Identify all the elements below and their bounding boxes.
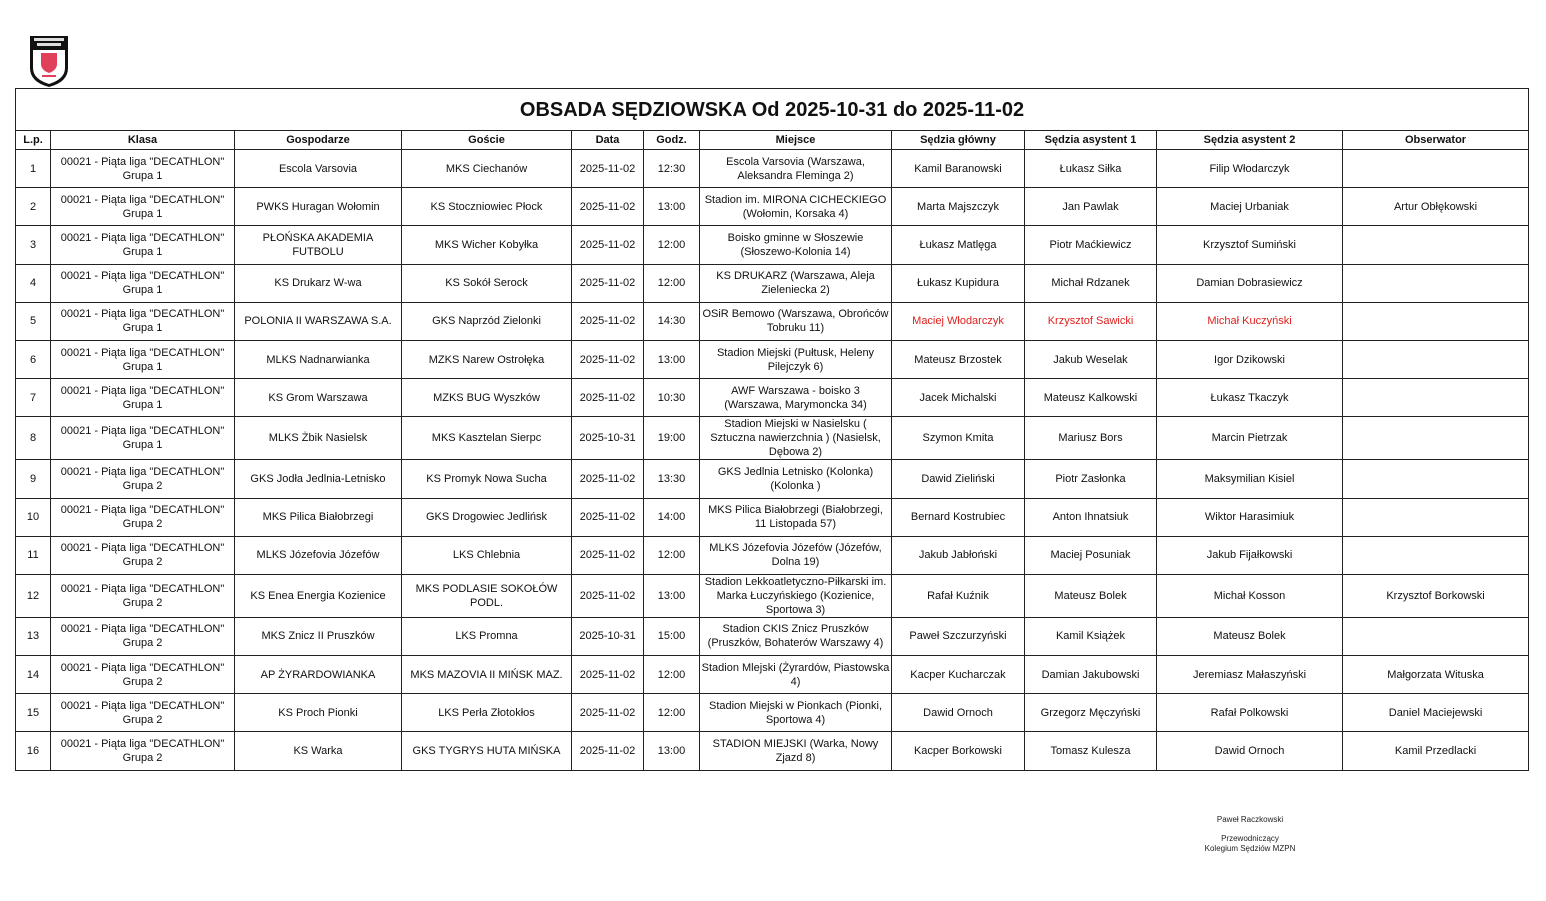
cell-goscie: MKS Kasztelan Sierpc xyxy=(402,417,572,460)
cell-sedzia-asystent-2: Damian Dobrasiewicz xyxy=(1157,264,1343,302)
cell-goscie: LKS Chlebnia xyxy=(402,536,572,574)
cell-data: 2025-11-02 xyxy=(572,150,644,188)
cell-godz: 12:00 xyxy=(644,264,700,302)
cell-godz: 19:00 xyxy=(644,417,700,460)
cell-miejsce: Stadion im. MIRONA CICHECKIEGO (Wołomin, Korsaka 4) xyxy=(700,188,892,226)
column-header-godz: Godz. xyxy=(644,131,700,150)
cell-sedzia-asystent-1: Piotr Zasłonka xyxy=(1025,460,1157,498)
cell-godz: 13:30 xyxy=(644,460,700,498)
table-row xyxy=(16,574,1529,617)
cell-goscie: MZKS Narew Ostrołęka xyxy=(402,340,572,378)
cell-sedzia-glowny: Dawid Ornoch xyxy=(892,694,1025,732)
cell-gospodarze: MKS Znicz II Pruszków xyxy=(235,617,402,655)
cell-sedzia-asystent-1: Jan Pawlak xyxy=(1025,188,1157,226)
cell-sedzia-glowny: Marta Majszczyk xyxy=(892,188,1025,226)
column-header-sedzia-glowny: Sędzia główny xyxy=(892,131,1025,150)
table-row xyxy=(16,498,1529,536)
table-row xyxy=(16,732,1529,770)
kolegium-sedziow-logo xyxy=(28,34,70,88)
cell-sedzia-asystent-2: Maksymilian Kisiel xyxy=(1157,460,1343,498)
cell-gospodarze: KS Grom Warszawa xyxy=(235,379,402,417)
cell-klasa: 00021 - Piąta liga "DECATHLON" Grupa 2 xyxy=(51,498,235,536)
cell-klasa: 00021 - Piąta liga "DECATHLON" Grupa 2 xyxy=(51,536,235,574)
cell-data: 2025-10-31 xyxy=(572,617,644,655)
cell-lp: 16 xyxy=(16,732,51,770)
cell-data: 2025-10-31 xyxy=(572,417,644,460)
cell-obserwator xyxy=(1343,498,1529,536)
signatory-organization: Kolegium Sędziów MZPN xyxy=(1204,844,1296,853)
cell-goscie: GKS Naprzód Zielonki xyxy=(402,302,572,340)
cell-sedzia-asystent-2: Mateusz Bolek xyxy=(1157,617,1343,655)
cell-sedzia-asystent-2: Filip Włodarczyk xyxy=(1157,150,1343,188)
cell-sedzia-glowny: Maciej Włodarczyk xyxy=(892,302,1025,340)
cell-sedzia-glowny: Łukasz Kupidura xyxy=(892,264,1025,302)
cell-obserwator: Krzysztof Borkowski xyxy=(1343,574,1529,617)
table-row xyxy=(16,694,1529,732)
cell-data: 2025-11-02 xyxy=(572,302,644,340)
cell-godz: 10:30 xyxy=(644,379,700,417)
table-row xyxy=(16,656,1529,694)
cell-miejsce: Stadion Miejski w Nasielsku ( Sztuczna nawierzchnia ) (Nasielsk, Dębowa 2) xyxy=(700,417,892,460)
cell-sedzia-asystent-2: Wiktor Harasimiuk xyxy=(1157,498,1343,536)
cell-obserwator xyxy=(1343,226,1529,264)
table-row xyxy=(16,417,1529,460)
cell-sedzia-glowny: Szymon Kmita xyxy=(892,417,1025,460)
cell-sedzia-asystent-1: Krzysztof Sawicki xyxy=(1025,302,1157,340)
column-header-sedzia-asystent-2: Sędzia asystent 2 xyxy=(1157,131,1343,150)
cell-goscie: GKS Drogowiec Jedlińsk xyxy=(402,498,572,536)
cell-sedzia-asystent-2: Marcin Pietrzak xyxy=(1157,417,1343,460)
cell-lp: 10 xyxy=(16,498,51,536)
column-header-sedzia-asystent-1: Sędzia asystent 1 xyxy=(1025,131,1157,150)
cell-sedzia-asystent-2: Michał Kuczyński xyxy=(1157,302,1343,340)
cell-klasa: 00021 - Piąta liga "DECATHLON" Grupa 2 xyxy=(51,694,235,732)
cell-lp: 11 xyxy=(16,536,51,574)
cell-miejsce: Stadion Mlejski (Żyrardów, Piastowska 4) xyxy=(700,656,892,694)
cell-gospodarze: AP ŻYRARDOWIANKA xyxy=(235,656,402,694)
cell-miejsce: AWF Warszawa - boisko 3 (Warszawa, Marymoncka 34) xyxy=(700,379,892,417)
cell-sedzia-glowny: Dawid Zieliński xyxy=(892,460,1025,498)
cell-lp: 9 xyxy=(16,460,51,498)
cell-miejsce: STADION MIEJSKI (Warka, Nowy Zjazd 8) xyxy=(700,732,892,770)
cell-miejsce: Stadion Lekkoatletyczno-Piłkarski im. Marka Łuczyńskiego (Kozienice, Sportowa 3) xyxy=(700,574,892,617)
table-row xyxy=(16,264,1529,302)
cell-goscie: KS Promyk Nowa Sucha xyxy=(402,460,572,498)
table-row xyxy=(16,302,1529,340)
cell-klasa: 00021 - Piąta liga "DECATHLON" Grupa 2 xyxy=(51,656,235,694)
cell-klasa: 00021 - Piąta liga "DECATHLON" Grupa 1 xyxy=(51,150,235,188)
cell-data: 2025-11-02 xyxy=(572,694,644,732)
cell-gospodarze: MKS Pilica Białobrzegi xyxy=(235,498,402,536)
cell-gospodarze: POLONIA II WARSZAWA S.A. xyxy=(235,302,402,340)
cell-sedzia-asystent-2: Krzysztof Sumiński xyxy=(1157,226,1343,264)
cell-gospodarze: Escola Varsovia xyxy=(235,150,402,188)
cell-lp: 7 xyxy=(16,379,51,417)
cell-klasa: 00021 - Piąta liga "DECATHLON" Grupa 1 xyxy=(51,340,235,378)
cell-goscie: GKS TYGRYS HUTA MIŃSKA xyxy=(402,732,572,770)
column-header-klasa: Klasa xyxy=(51,131,235,150)
cell-lp: 12 xyxy=(16,574,51,617)
cell-gospodarze: PWKS Huragan Wołomin xyxy=(235,188,402,226)
cell-lp: 14 xyxy=(16,656,51,694)
column-header-goscie: Goście xyxy=(402,131,572,150)
cell-data: 2025-11-02 xyxy=(572,188,644,226)
cell-obserwator xyxy=(1343,340,1529,378)
cell-sedzia-asystent-1: Kamil Książek xyxy=(1025,617,1157,655)
cell-gospodarze: KS Drukarz W-wa xyxy=(235,264,402,302)
cell-godz: 12:00 xyxy=(644,536,700,574)
cell-lp: 3 xyxy=(16,226,51,264)
cell-obserwator xyxy=(1343,150,1529,188)
cell-lp: 6 xyxy=(16,340,51,378)
cell-sedzia-glowny: Bernard Kostrubiec xyxy=(892,498,1025,536)
cell-obserwator xyxy=(1343,264,1529,302)
cell-sedzia-asystent-1: Tomasz Kulesza xyxy=(1025,732,1157,770)
table-row xyxy=(16,536,1529,574)
cell-obserwator: Daniel Maciejewski xyxy=(1343,694,1529,732)
cell-obserwator xyxy=(1343,536,1529,574)
cell-sedzia-asystent-1: Grzegorz Męczyński xyxy=(1025,694,1157,732)
cell-gospodarze: KS Proch Pionki xyxy=(235,694,402,732)
cell-godz: 12:00 xyxy=(644,694,700,732)
cell-miejsce: Stadion CKIS Znicz Pruszków (Pruszków, Bohaterów Warszawy 4) xyxy=(700,617,892,655)
cell-obserwator xyxy=(1343,460,1529,498)
cell-sedzia-asystent-1: Mateusz Bolek xyxy=(1025,574,1157,617)
cell-godz: 14:00 xyxy=(644,498,700,536)
cell-miejsce: KS DRUKARZ (Warszawa, Aleja Zieleniecka 2) xyxy=(700,264,892,302)
cell-klasa: 00021 - Piąta liga "DECATHLON" Grupa 1 xyxy=(51,302,235,340)
cell-sedzia-glowny: Jakub Jabłoński xyxy=(892,536,1025,574)
cell-sedzia-glowny: Kacper Borkowski xyxy=(892,732,1025,770)
cell-data: 2025-11-02 xyxy=(572,264,644,302)
cell-godz: 12:00 xyxy=(644,656,700,694)
cell-sedzia-glowny: Kamil Baranowski xyxy=(892,150,1025,188)
cell-data: 2025-11-02 xyxy=(572,498,644,536)
cell-klasa: 00021 - Piąta liga "DECATHLON" Grupa 2 xyxy=(51,574,235,617)
cell-miejsce: Escola Varsovia (Warszawa, Aleksandra Fleminga 2) xyxy=(700,150,892,188)
cell-goscie: MKS Wicher Kobyłka xyxy=(402,226,572,264)
cell-gospodarze: KS Warka xyxy=(235,732,402,770)
table-row xyxy=(16,188,1529,226)
signatory-name: Paweł Raczkowski xyxy=(1216,815,1284,824)
cell-sedzia-asystent-1: Piotr Maćkiewicz xyxy=(1025,226,1157,264)
column-header-gospodarze: Gospodarze xyxy=(235,131,402,150)
cell-obserwator: Artur Obłękowski xyxy=(1343,188,1529,226)
cell-gospodarze: KS Enea Energia Kozienice xyxy=(235,574,402,617)
cell-goscie: LKS Perła Złotokłos xyxy=(402,694,572,732)
cell-lp: 13 xyxy=(16,617,51,655)
cell-data: 2025-11-02 xyxy=(572,656,644,694)
table-row xyxy=(16,340,1529,378)
cell-godz: 13:00 xyxy=(644,574,700,617)
cell-data: 2025-11-02 xyxy=(572,460,644,498)
column-header-lp: L.p. xyxy=(16,131,51,150)
cell-godz: 13:00 xyxy=(644,732,700,770)
cell-gospodarze: MLKS Nadnarwianka xyxy=(235,340,402,378)
cell-lp: 2 xyxy=(16,188,51,226)
cell-klasa: 00021 - Piąta liga "DECATHLON" Grupa 1 xyxy=(51,226,235,264)
cell-gospodarze: MLKS Józefovia Józefów xyxy=(235,536,402,574)
cell-obserwator xyxy=(1343,379,1529,417)
cell-sedzia-asystent-2: Dawid Ornoch xyxy=(1157,732,1343,770)
cell-godz: 14:30 xyxy=(644,302,700,340)
cell-godz: 15:00 xyxy=(644,617,700,655)
cell-miejsce: GKS Jedlnia Letnisko (Kolonka) (Kolonka ) xyxy=(700,460,892,498)
cell-obserwator xyxy=(1343,302,1529,340)
cell-godz: 12:00 xyxy=(644,226,700,264)
cell-sedzia-asystent-1: Maciej Posuniak xyxy=(1025,536,1157,574)
cell-klasa: 00021 - Piąta liga "DECATHLON" Grupa 2 xyxy=(51,732,235,770)
column-header-data: Data xyxy=(572,131,644,150)
table-row xyxy=(16,460,1529,498)
cell-klasa: 00021 - Piąta liga "DECATHLON" Grupa 1 xyxy=(51,417,235,460)
cell-klasa: 00021 - Piąta liga "DECATHLON" Grupa 1 xyxy=(51,379,235,417)
cell-klasa: 00021 - Piąta liga "DECATHLON" Grupa 1 xyxy=(51,264,235,302)
cell-miejsce: MLKS Józefovia Józefów (Józefów, Dolna 19) xyxy=(700,536,892,574)
cell-miejsce: Stadion Miejski w Pionkach (Pionki, Sportowa 4) xyxy=(700,694,892,732)
page-title: OBSADA SĘDZIOWSKA Od 2025-10-31 do 2025-11-02 xyxy=(16,89,1529,131)
cell-sedzia-glowny: Paweł Szczurzyński xyxy=(892,617,1025,655)
cell-klasa: 00021 - Piąta liga "DECATHLON" Grupa 2 xyxy=(51,617,235,655)
cell-lp: 8 xyxy=(16,417,51,460)
cell-miejsce: MKS Pilica Białobrzegi (Białobrzegi, 11 Listopada 57) xyxy=(700,498,892,536)
cell-sedzia-asystent-2: Jakub Fijałkowski xyxy=(1157,536,1343,574)
column-header-obserwator: Obserwator xyxy=(1343,131,1529,150)
cell-miejsce: OSiR Bemowo (Warszawa, Obrońców Tobruku 11) xyxy=(700,302,892,340)
cell-goscie: KS Sokół Serock xyxy=(402,264,572,302)
table-row xyxy=(16,379,1529,417)
cell-goscie: LKS Promna xyxy=(402,617,572,655)
cell-sedzia-asystent-2: Igor Dzikowski xyxy=(1157,340,1343,378)
cell-data: 2025-11-02 xyxy=(572,379,644,417)
cell-klasa: 00021 - Piąta liga "DECATHLON" Grupa 2 xyxy=(51,460,235,498)
cell-goscie: KS Stoczniowiec Płock xyxy=(402,188,572,226)
cell-sedzia-asystent-1: Mateusz Kalkowski xyxy=(1025,379,1157,417)
table-row xyxy=(16,226,1529,264)
cell-sedzia-glowny: Łukasz Matlęga xyxy=(892,226,1025,264)
referee-assignments-table xyxy=(15,88,1529,771)
cell-godz: 13:00 xyxy=(644,188,700,226)
cell-data: 2025-11-02 xyxy=(572,574,644,617)
cell-sedzia-glowny: Jacek Michalski xyxy=(892,379,1025,417)
cell-data: 2025-11-02 xyxy=(572,340,644,378)
cell-obserwator xyxy=(1343,617,1529,655)
signatory-role: Przewodniczący xyxy=(1221,834,1279,843)
cell-sedzia-glowny: Kacper Kucharczak xyxy=(892,656,1025,694)
cell-data: 2025-11-02 xyxy=(572,536,644,574)
cell-sedzia-asystent-1: Anton Ihnatsiuk xyxy=(1025,498,1157,536)
table-row xyxy=(16,617,1529,655)
table-row xyxy=(16,150,1529,188)
cell-miejsce: Stadion Miejski (Pułtusk, Heleny Pilejczyk 6) xyxy=(700,340,892,378)
cell-sedzia-asystent-1: Mariusz Bors xyxy=(1025,417,1157,460)
cell-sedzia-asystent-2: Jeremiasz Małaszyński xyxy=(1157,656,1343,694)
cell-lp: 4 xyxy=(16,264,51,302)
cell-gospodarze: PŁOŃSKA AKADEMIA FUTBOLU xyxy=(235,226,402,264)
cell-godz: 12:30 xyxy=(644,150,700,188)
cell-obserwator: Małgorzata Wituska xyxy=(1343,656,1529,694)
cell-goscie: MKS PODLASIE SOKOŁÓW PODL. xyxy=(402,574,572,617)
cell-goscie: MKS MAZOVIA II MIŃSK MAZ. xyxy=(402,656,572,694)
cell-miejsce: Boisko gminne w Słoszewie (Słoszewo-Kolonia 14) xyxy=(700,226,892,264)
cell-gospodarze: MLKS Żbik Nasielsk xyxy=(235,417,402,460)
cell-godz: 13:00 xyxy=(644,340,700,378)
column-header-miejsce: Miejsce xyxy=(700,131,892,150)
cell-sedzia-asystent-1: Damian Jakubowski xyxy=(1025,656,1157,694)
cell-sedzia-asystent-1: Łukasz Siłka xyxy=(1025,150,1157,188)
cell-data: 2025-11-02 xyxy=(572,732,644,770)
cell-sedzia-asystent-1: Michał Rdzanek xyxy=(1025,264,1157,302)
cell-gospodarze: GKS Jodła Jedlnia-Letnisko xyxy=(235,460,402,498)
cell-sedzia-asystent-2: Łukasz Tkaczyk xyxy=(1157,379,1343,417)
cell-obserwator: Kamil Przedlacki xyxy=(1343,732,1529,770)
cell-lp: 5 xyxy=(16,302,51,340)
cell-goscie: MKS Ciechanów xyxy=(402,150,572,188)
cell-sedzia-asystent-2: Michał Kosson xyxy=(1157,574,1343,617)
cell-sedzia-glowny: Mateusz Brzostek xyxy=(892,340,1025,378)
cell-data: 2025-11-02 xyxy=(572,226,644,264)
cell-sedzia-asystent-2: Maciej Urbaniak xyxy=(1157,188,1343,226)
table-header-row xyxy=(16,131,1529,150)
cell-sedzia-asystent-2: Rafał Polkowski xyxy=(1157,694,1343,732)
cell-klasa: 00021 - Piąta liga "DECATHLON" Grupa 1 xyxy=(51,188,235,226)
cell-lp: 1 xyxy=(16,150,51,188)
cell-sedzia-glowny: Rafał Kuźnik xyxy=(892,574,1025,617)
cell-obserwator xyxy=(1343,417,1529,460)
cell-lp: 15 xyxy=(16,694,51,732)
cell-goscie: MZKS BUG Wyszków xyxy=(402,379,572,417)
cell-sedzia-asystent-1: Jakub Weselak xyxy=(1025,340,1157,378)
